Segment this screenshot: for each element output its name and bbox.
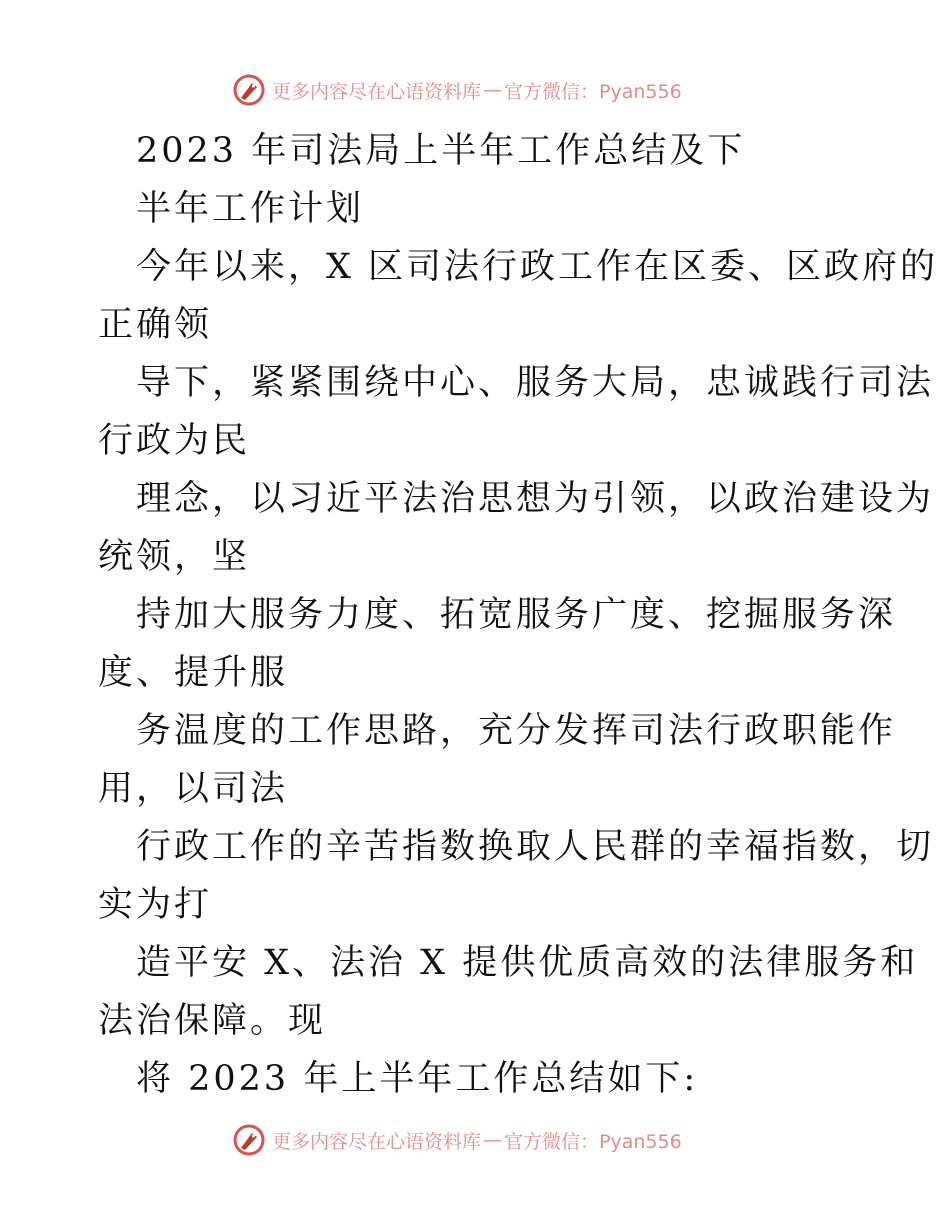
text-line: 行政工作的辛苦指数换取人民群的幸福指数，切 (136, 827, 935, 867)
text-line: 务温度的工作思路，充分发挥司法行政职能作 (136, 711, 897, 751)
document-body (98, 122, 939, 1108)
text-line: 行政为民 (98, 421, 251, 461)
watermark-suffix: 官方微信：Pyan556 (504, 80, 682, 103)
watermark-separator: — (483, 1129, 503, 1151)
footer-watermark (232, 1120, 682, 1160)
watermark-text: 更多内容尽在心语资料库 (272, 1130, 482, 1153)
pen-nib-circle-icon (232, 73, 266, 107)
text-line: 持加大服务力度、拓宽服务广度、挖掘服务深 (136, 595, 897, 635)
text-line: 将 2023 年上半年工作总结如下: (136, 1059, 699, 1099)
text-line: 正确领 (98, 305, 213, 345)
text-line: 用，以司法 (98, 769, 289, 809)
text-line: 2023 年司法局上半年工作总结及下 (136, 131, 746, 171)
watermark-text: 更多内容尽在心语资料库 (272, 80, 482, 103)
text-line: 统领，坚 (98, 537, 251, 577)
text-line: 今年以来，X 区司法行政工作在区委、区政府的 (136, 247, 939, 287)
text-line: 半年工作计划 (136, 189, 365, 229)
text-line: 理念，以习近平法治思想为引领，以政治建设为 (136, 479, 935, 519)
text-line: 导下，紧紧围绕中心、服务大局，忠诚践行司法 (136, 363, 935, 403)
header-watermark (232, 70, 682, 110)
text-line: 度、提升服 (98, 653, 289, 693)
pen-nib-circle-icon (232, 1123, 266, 1157)
watermark-separator: — (483, 79, 503, 101)
text-line: 法治保障。现 (98, 1001, 327, 1041)
text-line: 造平安 X、法治 X 提供优质高效的法律服务和 (136, 943, 919, 983)
text-line: 实为打 (98, 885, 213, 925)
watermark-suffix: 官方微信：Pyan556 (504, 1130, 682, 1153)
